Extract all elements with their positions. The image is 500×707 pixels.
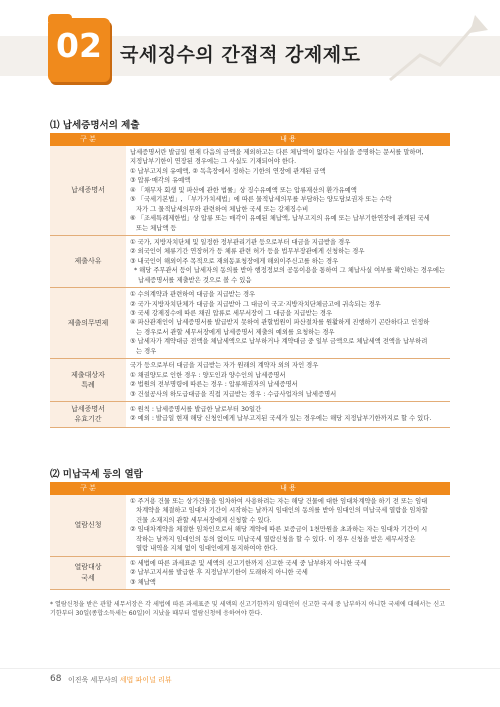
content-line: 또는 체납액 등 (130, 224, 177, 232)
content-line: ① 채권양도로 인한 경우 : 양도인과 양수인의 납세증명서 (130, 371, 286, 379)
chapter-number: 02 (56, 26, 102, 65)
book-title (68, 675, 172, 685)
row-label: 열람신청 (50, 495, 126, 556)
col-header-category: 구 분 (50, 133, 126, 146)
content-line: ① 국가, 지방자치단체 및 일정한 정부관리기관 등으로부터 대금을 지급받을 경우 (130, 238, 351, 246)
table-row (50, 556, 450, 589)
content-line: 는 경우 (130, 347, 157, 355)
row-label: 제출대상자 특례 (50, 359, 126, 402)
content-line: 작하는 날까지 임대인의 동의 없이도 미납국세 열람신청을 할 수 있다. 이 경우 신청을 받은 세무서장은 (130, 535, 416, 543)
content-line: ① 수의계약과 관련하여 대금을 지급받는 경우 (130, 291, 256, 299)
content-line: ③ 체납액 (130, 578, 156, 586)
content-line: ① 주거용 건물 또는 상가건물을 임차하여 사용하려는 자는 해당 건물에 대한 임대차계약을 하기 전 또는 임대 (130, 498, 428, 505)
content-line: 차계약을 체결하고 임대차 기간이 시작하는 날까지 임대인의 동의를 받아 임대인의 미납국세 열람을 임차할 (130, 507, 428, 515)
content-line: ③ 건설공사의 하도급대금을 직접 지급받는 경우 : 수급사업자의 납세증명서 (130, 390, 337, 398)
page-number: 68 (50, 674, 62, 684)
content-line: 국가 등으로부터 대금을 지급받는 자가 원래의 계약자 외의 자인 경우 (130, 362, 319, 370)
row-content (126, 359, 450, 402)
row-label: 제출사유 (50, 235, 126, 287)
row-label: 제출의무면제 (50, 288, 126, 359)
chapter-header (0, 0, 500, 93)
col-header-category: 구 분 (50, 482, 126, 495)
row-content (126, 401, 450, 427)
content-line: 납세증명서를 제출받은 것으로 볼 수 있음 (130, 276, 252, 284)
table-row (50, 495, 450, 556)
row-content (126, 556, 450, 589)
content-line: ② 납부고지서를 발급한 후 지정납부기한이 도래하지 아니한 국세 (130, 569, 308, 577)
book-author: 이진욱 세무사의 (68, 676, 120, 684)
row-content (126, 495, 450, 556)
section1-table (50, 133, 450, 428)
table-row (50, 401, 450, 427)
footnote: * 열람신청을 받은 관할 세무서장은 각 세법에 따른 과세표준 및 세액의 신고기한까지 임대인이 신고한 국세 중 납부하지 아니한 국세에 대해서는 신고기한부터 30일(종합소득세는 60일)이 지났을 때부터 열람신청에 응하여야 한다. (50, 601, 445, 618)
content-line: ② 임대차계약을 체결한 임차인으로서 해당 계약에 따른 보증금이 1천만원을 초과하는 자는 임대차 기간이 시 (130, 526, 428, 534)
content-line: ② 법원의 전부명령에 따른는 경우 : 압류채권자의 납세증명서 (130, 381, 298, 389)
content-line: ① 원칙 : 납세증명서를 발급한 날로부터 30일간 (130, 406, 262, 413)
content-line: 납세증명서란 발급일 현재 다음의 금액을 제외하고는 다른 체납액이 없다는 사실을 증명하는 문서를 말하며, (130, 149, 424, 156)
content-line: ⑤ 납세자가 계약대금 전액을 체납세액으로 납부하거나 계약대금 중 일부 금액으로 체납세액 전액을 납부하려 (130, 338, 428, 346)
content-line: 건물 소재지의 관할 세무서장에게 신청할 수 있다. (130, 516, 272, 524)
content-line: ④ 파산관재인이 납세증명서를 발급받지 못하여 관할법원이 파산절차를 원활하게 진행하기 곤란하다고 인정하 (130, 319, 430, 327)
col-header-content: 내 용 (126, 482, 450, 495)
content-line: ③ 압류·매각의 유예액 (130, 177, 191, 185)
content-line: 지정납부기한이 연장된 경우에는 그 사실도 기재되어야 한다. (130, 158, 297, 166)
table-row (50, 146, 450, 235)
table-row (50, 288, 450, 359)
row-label: 열람대상 국세 (50, 556, 126, 589)
content-line: 는 경우로서 관할 세무서장에게 납세증명서 제출의 예외를 요청하는 경우 (130, 328, 335, 336)
chapter-title: 국세징수의 간접적 강제제도 (120, 44, 361, 66)
content-line: ④ 「채무자 회생 및 파산에 관한 법률」상 징수유예액 또는 압류재산의 환가유예액 (130, 186, 357, 194)
table-row (50, 359, 450, 402)
content-line: 자가 그 물적납세의무와 관련하여 체납한 국세 또는 강제징수비 (130, 205, 309, 213)
content-line: ① 세법에 따른 과세표준 및 세액의 신고기한까지 신고한 국세 중 납부하지 아니한 국세 (130, 559, 367, 567)
row-label: 납세증명서 유효기간 (50, 401, 126, 427)
row-content (126, 288, 450, 359)
table-row (50, 235, 450, 287)
content-line: ② 예외 : 발급일 현재 해당 신청인에게 납부고지된 국세가 있는 경우에는 해당 지정납부기한까지로 할 수 있다. (130, 415, 432, 423)
content-line: * 해당 주무관서 등이 납세자의 동의를 받아 행정정보의 공동이용을 통하여 그 체납사실 여부를 확인하는 경우에는 (130, 267, 445, 275)
content-line: ③ 내국인이 해외이주 목적으로 재외동포청장에게 해외이주신고를 하는 경우 (130, 257, 339, 265)
content-line: ③ 국세 강제징수에 따른 채권 압류로 세무서장이 그 대금을 지급받는 경우 (130, 310, 333, 317)
content-line: ② 외국인이 체류기간 연장허가 등 체류 관련 허가 등을 법무부장관에게 신청하는 경우 (130, 248, 365, 256)
content-line: ② 국가·지방자치단체가 대금을 지급받아 그 대금이 국고·지방자치단체금고에 귀속되는 경우 (130, 300, 381, 308)
content-line: 열람 내역을 지체 없이 임대인에게 통지하여야 한다. (130, 545, 278, 553)
section2-title: ⑵ 미납국세 등의 열람 (50, 469, 143, 480)
book-name: 세법 파이널 리뷰 (119, 676, 172, 684)
footer-divider (0, 668, 500, 669)
content-line: ⑤ 「국세기본법」, 「부가가치세법」에 따른 물적납세의무를 부담하는 양도담보권자 또는 수탁 (130, 196, 392, 204)
row-label: 납세증명서 (50, 146, 126, 235)
row-content (126, 235, 450, 287)
section2-table (50, 482, 450, 590)
row-content (126, 146, 450, 235)
arrow-decoration (380, 0, 500, 93)
section1-title: ⑴ 납세증명서의 제출 (50, 120, 140, 131)
col-header-content: 내 용 (126, 133, 450, 146)
content-line: ① 납부고지의 유예액, ② 독촉장에서 정하는 기한의 연장에 관계된 금액 (130, 167, 326, 175)
content-line: ⑥ 「조세특례제한법」상 압류 또는 매각이 유예된 체납액, 납부고지의 유예 또는 납부기한연장에 관계된 국세 (130, 215, 430, 223)
